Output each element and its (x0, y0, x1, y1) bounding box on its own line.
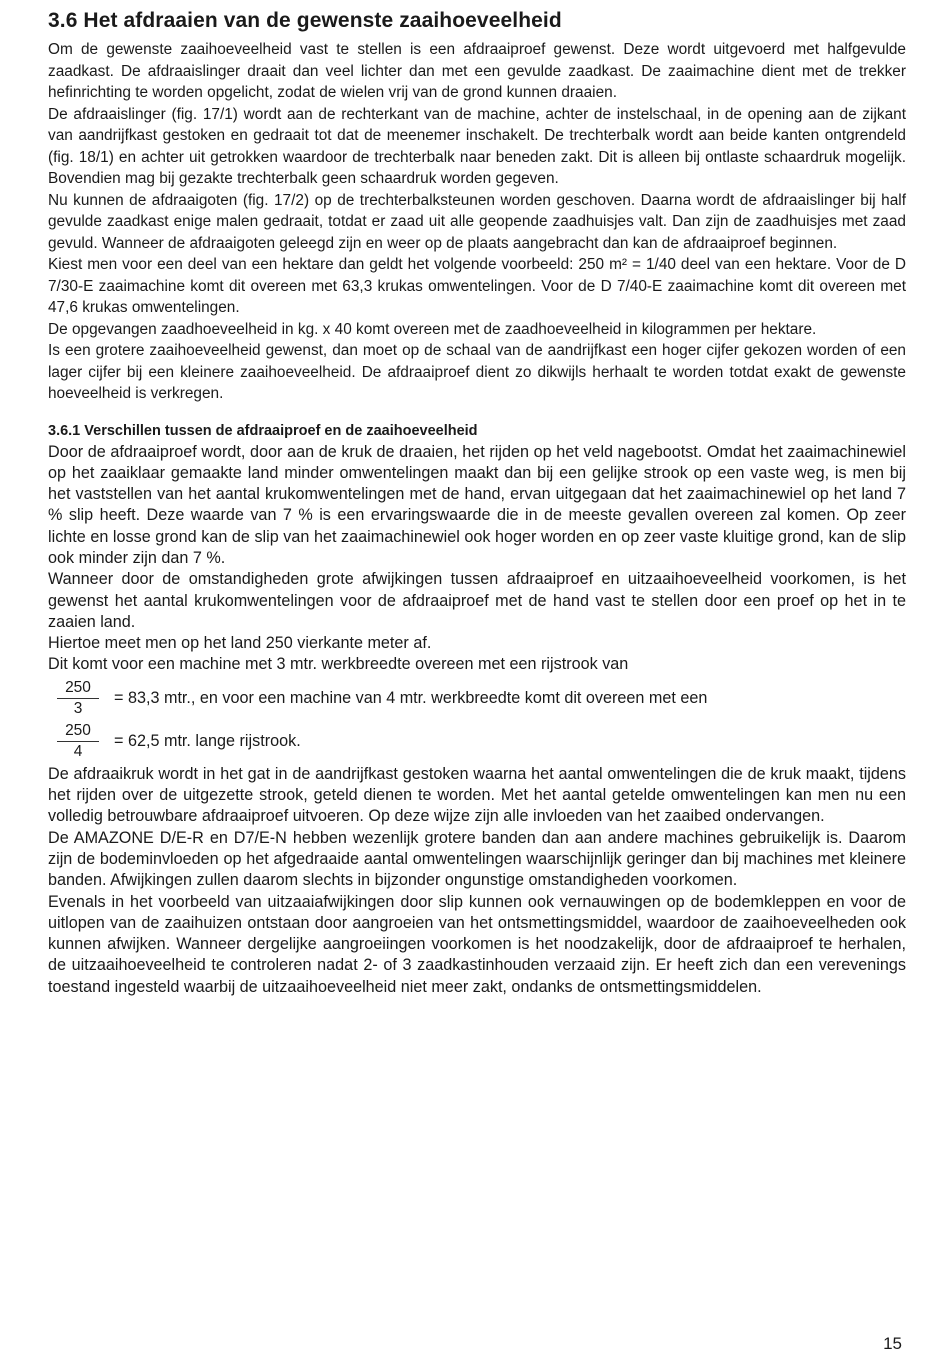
page-number: 15 (883, 1334, 902, 1353)
fraction-numerator: 250 (57, 678, 99, 699)
fraction-denominator: 3 (73, 699, 83, 717)
fraction (48, 678, 108, 719)
subsection-title: 3.6.1 Verschillen tussen de afdraaiproef en de zaaihoeveelheid (48, 422, 478, 439)
fraction (48, 721, 108, 762)
paragraph: De afdraaislinger (fig. 17/1) wordt aan de rechterkant van de machine, achter de instelschaal, in de opening aan de zijkant van aandrijfkast gestoken en gedraait tot dat de meenemer inschakelt. De trechterbalk wordt aan beide kanten ontgrendeld (fig. 18/1) en achter uit getrokken waardoor de trechterbalk naar beneden zakt. Dit is alleen bij ontlaste schaardruk mogelijk. Bovendien mag bij gezakte trechterbalk geen schaardruk worden gegeven. (48, 105, 906, 187)
paragraph: Nu kunnen de afdraaigoten (fig. 17/2) op de trechterbalksteunen worden geschoven. Daarna wordt de afdraaislinger bij half gevulde zaadkast enige malen gedraait, totdat er zaad uit alle geopende zaadhuisjes valt. Dan zijn de zaadhuisjes met zaad gevuld. Wanneer de afdraaigoten geleegd zijn en weer op de plaats aangebracht dan kan de afdraaiproef beginnen. (48, 191, 906, 252)
fraction-text: = 62,5 mtr. lange rijstrook. (114, 731, 301, 750)
paragraph: Door de afdraaiproef wordt, door aan de kruk de draaien, het rijden op het veld nagebootst. Omdat het zaaimachinewiel op het zaaiklaar gemaakte land minder omwentelingen maakt dan bij een gelijke strook op een vaste weg, is men bij het vaststellen van het aantal krukomwentelingen met de hand, ervan uitgegaan dat het zaaimachinewiel op het land 7 % slip heeft. Deze waarde van 7 % is een ervaringswaarde die in de meeste gevallen overeen zal komen. Op zeer lichte en losse grond kan de slip van het zaaimachinewiel ook hoger worden en op zeer vaste kluitige grond, kan de slip ook minder zijn dan 7 %. (48, 442, 906, 567)
section-body (48, 39, 906, 405)
paragraph: Wanneer door de omstandigheden grote afwijkingen tussen afdraaiproef en uitzaaihoeveelheid voorkomen, is het gewenst het aantal krukomwentelingen voor de afdraaiproef met de hand vast te stellen door een proef op het in te zaaien land. (48, 570, 906, 631)
fraction-numerator: 250 (57, 721, 99, 742)
paragraph: De afdraaikruk wordt in het gat in de aandrijfkast gestoken waarna het aantal omwentelingen die de kruk maakt, tijdens het rijden over de uitgezette strook, geteld dienen te worden. Met het aantal getelde omwentelingen kan men nu een volledig betrouwbare afdraaiproef uitvoeren. Op deze wijze zijn alle invloeden van het zaaibed ondervangen. (48, 764, 906, 826)
paragraph: Hiertoe meet men op het land 250 vierkante meter af. (48, 634, 432, 653)
fraction-line (48, 721, 906, 762)
paragraph: Om de gewenste zaaihoeveelheid vast te stellen is een afdraaiproef gewenst. Deze wordt uitgevoerd met halfgevulde zaadkast. De afdraaislinger draait dan veel lichter dan met een gevulde zaadkast. De zaaimachine dient met de trekker hefinrichting te worden opgelicht, zodat de wielen vrij van de grond kunnen draaien. (48, 41, 906, 101)
paragraph: De AMAZONE D/E-R en D7/E-N hebben wezenlijk grotere banden dan aan andere machines gebruikelijk is. Daarom zijn de bodeminvloeden op het afgedraaide aantal omwentelingen waarschijnlijk geringer dan bij machines met kleinere banden. Afwijkingen zullen daarom slechts in bijzonder ongunstige omstandigheden voorkomen. (48, 828, 906, 890)
fraction-text: = 83,3 mtr., en voor een machine van 4 mtr. werkbreedte komt dit overeen met een (114, 688, 708, 707)
subsection-body (48, 442, 906, 999)
paragraph: Is een grotere zaaihoeveelheid gewenst, dan moet op de schaal van de aandrijfkast een hoger cijfer gekozen worden of een lager cijfer bij een kleinere zaaihoeveelheid. De afdraaiproef dient zo dikwijls herhaalt te worden totdat exakt de gewenste hoeveelheid is verkregen. (48, 342, 906, 402)
fraction-line (48, 678, 906, 719)
paragraph: Kiest men voor een deel van een hektare dan geldt het volgende voorbeeld: 250 m² = 1/40 deel van een hektare. Voor de D 7/30-E zaaimachine komt dit overeen met 63,3 krukas omwentelingen. Voor de D 7/40-E zaaimachine komt dit overeen met 47,6 krukas omwentelingen. (48, 256, 906, 316)
paragraph: Dit komt voor een machine met 3 mtr. werkbreedte overeen met een rijstrook van (48, 655, 629, 674)
paragraph: Evenals in het voorbeeld van uitzaaiafwijkingen door slip kunnen ook vernauwingen op de bodemkleppen en voor de uitlopen van de zaaihuizen ontstaan door aangroeien van het ontsmettingsmiddel, waardoor de zaaihoeveelheden ook kunnen afwijken. Wanneer dergelijke aangroeiingen voorkomen is het noodzakelijk, door de afdraaiproef te herhalen, de uitzaaihoeveelheid te controleren nadat 2- of 3 zaadkastinhouden verzaaid zijn. Er heeft zich dan een verevenings toestand ingesteld waarbij de uitzaaihoeveelheid niet meer zakt, ondanks de ontsmettingsmiddelen. (48, 892, 906, 996)
section-title: 3.6 Het afdraaien van de gewenste zaaihoeveelheid (48, 9, 562, 32)
document-page (48, 6, 906, 998)
fraction-denominator: 4 (73, 742, 83, 760)
paragraph: De opgevangen zaadhoeveelheid in kg. x 40 komt overeen met de zaadhoeveelheid in kilogrammen per hektare. (48, 320, 817, 338)
